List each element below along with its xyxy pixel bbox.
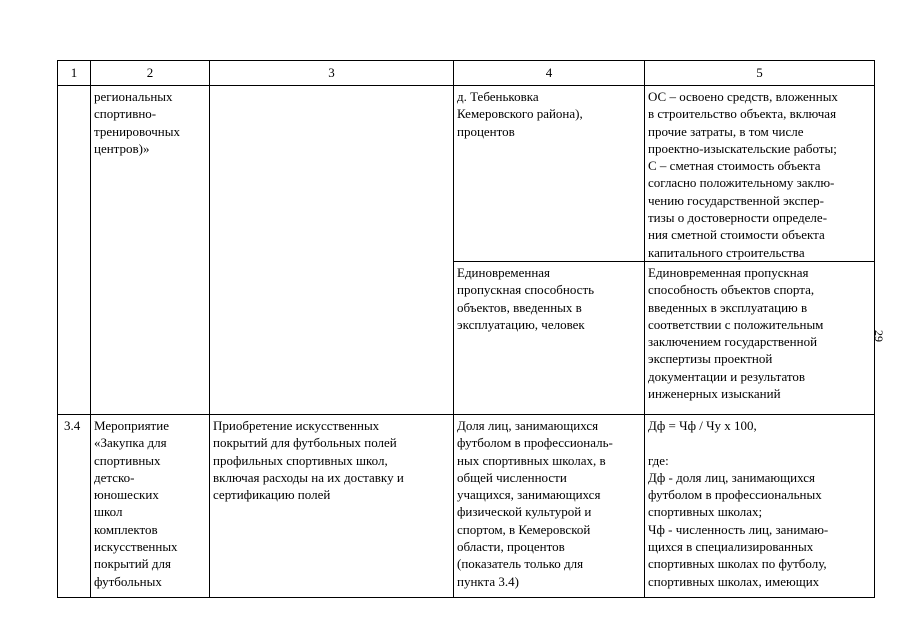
header-col-3: 3 xyxy=(210,61,454,86)
measure-name-continued: региональных спортивно- тренировочных центров)» xyxy=(91,86,210,415)
row-number-cell xyxy=(58,86,91,415)
indicator-cell: д. Тебеньковка Кемеровского района), процентов xyxy=(454,86,645,262)
method-cell: ОС – освоено средств, вложенных в строительство объекта, включая прочие затраты, в том числе проектно-изыскательские работы; С – сметная стоимость объекта согласно положительному заклю- чению государственной экспер- тизы о достоверности определе- ния сметной стоимости объекта капитального строительства xyxy=(645,86,875,262)
header-col-4: 4 xyxy=(454,61,645,86)
header-row xyxy=(58,61,875,86)
indicator-cell: Доля лиц, занимающихся футболом в профессиональ- ных спортивных школах, в общей численности учащихся, занимающихся физической культурой и спортом, в Кемеровской области, процентов (показатель только для пункта 3.4) xyxy=(454,414,645,597)
method-cell: Единовременная пропускная способность объектов спорта, введенных в эксплуатацию в соответствии с положительным заключением государственной экспертизы проектной документации и результатов инженерных изысканий xyxy=(645,261,875,414)
page-number: 29 xyxy=(872,330,886,342)
header-col-5: 5 xyxy=(645,61,875,86)
measure-name: Мероприятие «Закупка для спортивных детско- юношеских школ комплектов искусственных покрытий для футбольных xyxy=(91,414,210,597)
measure-description: Приобретение искусственных покрытий для футбольных полей профильных спортивных школ, включая расходы на их доставку и сертификацию полей xyxy=(210,414,454,597)
table-row xyxy=(58,414,875,597)
table-row xyxy=(58,86,875,262)
indicator-cell: Единовременная пропускная способность объектов, введенных в эксплуатацию, человек xyxy=(454,261,645,414)
description-cell xyxy=(210,86,454,415)
row-number: 3.4 xyxy=(58,414,91,597)
indicators-table xyxy=(57,60,875,598)
header-col-2: 2 xyxy=(91,61,210,86)
method-cell: Дф = Чф / Чу х 100, где: Дф - доля лиц, занимающихся футболом в профессиональных спортивных школах; Чф - численность лиц, занимаю- щихся в специализированных спортивных школах по футболу, спортивных школах, имеющих xyxy=(645,414,875,597)
header-col-1: 1 xyxy=(58,61,91,86)
